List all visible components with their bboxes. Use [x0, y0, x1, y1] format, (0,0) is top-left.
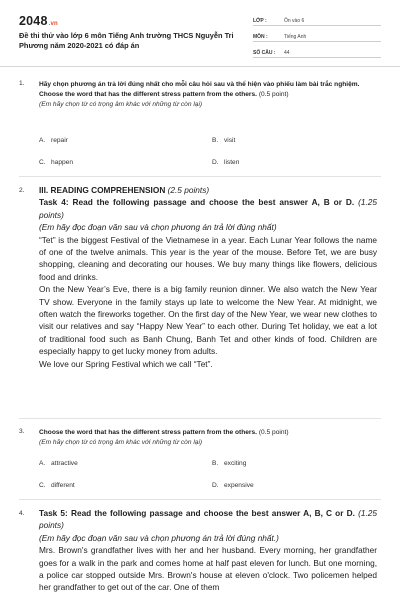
question-4 — [19, 507, 381, 594]
meta-value-subject: Tiếng Anh — [284, 34, 307, 40]
divider — [19, 499, 381, 500]
instruction-vi: Hãy chọn phương án trả lời đúng nhất cho mỗi câu hỏi sau và thể hiện vào phiếu làm bài trắc nghiệm. — [39, 81, 360, 88]
option-d[interactable] — [212, 482, 254, 489]
passage-paragraph: “Tet” is the biggest Festival of the Vietnamese in a year. Each Lunar Year follows the name of one of the twelve animals. This year is the year of the mouse. Before Tet, we are busy shopping, cleaning and decorating our houses. We buy many things like flowers, delicious food and drinks. — [39, 234, 377, 282]
option-text: listen — [224, 159, 240, 166]
option-text: happen — [51, 159, 74, 166]
meta-label-count: SỐ CÂU : — [253, 50, 276, 56]
option-letter: B. — [212, 460, 219, 467]
question-body — [39, 80, 377, 109]
logo-main: 2048 — [19, 14, 48, 28]
option-letter: C. — [39, 159, 46, 166]
document-title: Đề thi thử vào lớp 6 môn Tiếng Anh trường THCS Nguyễn Tri Phương năm 2020-2021 có đáp án — [19, 31, 234, 51]
task-heading — [39, 196, 377, 221]
instruction-en-text: Choose the word that has the different stress pattern from the others. — [39, 429, 257, 436]
option-letter: C. — [39, 482, 46, 489]
option-letter: B. — [212, 137, 219, 144]
option-letter: D. — [212, 159, 219, 166]
instruction-en-text: Choose the word that has the different stress pattern from the others. — [39, 90, 257, 98]
task-heading — [39, 507, 377, 532]
option-text: attractive — [51, 460, 78, 467]
question-body — [39, 184, 377, 370]
question-3 — [19, 428, 381, 448]
meta-row-class — [253, 13, 381, 26]
option-b[interactable] — [212, 137, 235, 144]
instruction-en — [39, 428, 377, 438]
option-text: repair — [51, 137, 68, 144]
option-a[interactable] — [39, 137, 68, 144]
meta-table — [253, 13, 381, 61]
meta-label-subject: MÔN : — [253, 34, 268, 40]
meta-value-class: Ôn vào 6 — [284, 18, 305, 24]
passage-paragraph: We love our Spring Festival which we call “Tet”. — [39, 358, 213, 369]
question-1 — [19, 80, 381, 109]
task-translation: (Em hãy đọc đoạn văn sau và chọn phương án trả lời đúng nhất.) — [39, 532, 279, 543]
question-2 — [19, 184, 381, 370]
option-text: exciting — [224, 460, 247, 467]
site-logo[interactable] — [19, 14, 58, 28]
task-points: (1.25 points) — [39, 508, 377, 531]
task-title: Task 5: Read the following passage and choose the best answer A, B, C or D. — [39, 508, 355, 518]
section-points: (2.5 points) — [167, 185, 210, 195]
option-c[interactable] — [39, 482, 75, 489]
meta-label-class: LỚP : — [253, 18, 267, 24]
option-c[interactable] — [39, 159, 73, 166]
document-header — [0, 0, 400, 66]
divider — [19, 176, 381, 177]
question-number: 2. — [19, 187, 25, 194]
instruction-translation: (Em hãy chọn từ có trọng âm khác với những từ còn lại) — [39, 438, 203, 446]
task-points: (1.25 points) — [39, 197, 377, 220]
passage-paragraph: Mrs. Brown's grandfather lives with her and her husband. Every morning, her grandfather goes for a walk in the park and comes home at half past eleven for lunch. But one morning, a police car stopped outside Mrs. Brown's house at eleven o'clock. Two policemen helped her grandfather to get out of the car. One of them — [39, 545, 377, 593]
section-heading — [39, 184, 377, 196]
passage-paragraph: On the New Year’s Eve, there is a big family reunion dinner. We also watch the New Year TV show. Everyone in the family stays up late to welcome the New Year. At midnight, we often watch the fireworks together. On the first day of the New Year, we wear new clothes to visit our relatives and say “Happy New Year” to each other. During Tet holiday, we eat a lot of traditional food such as Banh Chung, Banh Tet and other kinds of food. Children are especially happy to get lucky money from adults. — [39, 284, 377, 357]
question-number: 1. — [19, 80, 25, 87]
meta-value-count: 44 — [284, 50, 290, 56]
meta-row-subject — [253, 29, 381, 42]
option-b[interactable] — [212, 460, 246, 467]
task-title: Task 4: Read the following passage and choose the best answer A, B or D. — [39, 197, 355, 208]
points-label: (0.5 point) — [258, 90, 289, 98]
option-letter: A. — [39, 137, 46, 144]
question-number: 4. — [19, 510, 25, 517]
option-text: different — [51, 482, 75, 489]
task-translation: (Em hãy đọc đoạn văn sau và chọn phương án trả lời đúng nhất) — [39, 222, 277, 233]
option-text: expensive — [224, 482, 254, 489]
header-divider — [0, 66, 400, 67]
option-text: visit — [224, 137, 236, 144]
divider — [19, 418, 381, 419]
question-body — [39, 507, 377, 594]
question-number: 3. — [19, 428, 25, 435]
option-letter: A. — [39, 460, 46, 467]
instruction-en — [39, 90, 377, 100]
option-letter: D. — [212, 482, 219, 489]
points-label: (0.5 point) — [258, 429, 289, 436]
instruction-translation: (Em hãy chọn từ có trọng âm khác với những từ còn lại) — [39, 100, 203, 108]
section-title: III. READING COMPREHENSION — [39, 185, 166, 195]
logo-suffix: .vn — [48, 21, 58, 27]
question-body — [39, 428, 377, 448]
option-a[interactable] — [39, 460, 78, 467]
meta-row-count — [253, 45, 381, 58]
option-d[interactable] — [212, 159, 239, 166]
